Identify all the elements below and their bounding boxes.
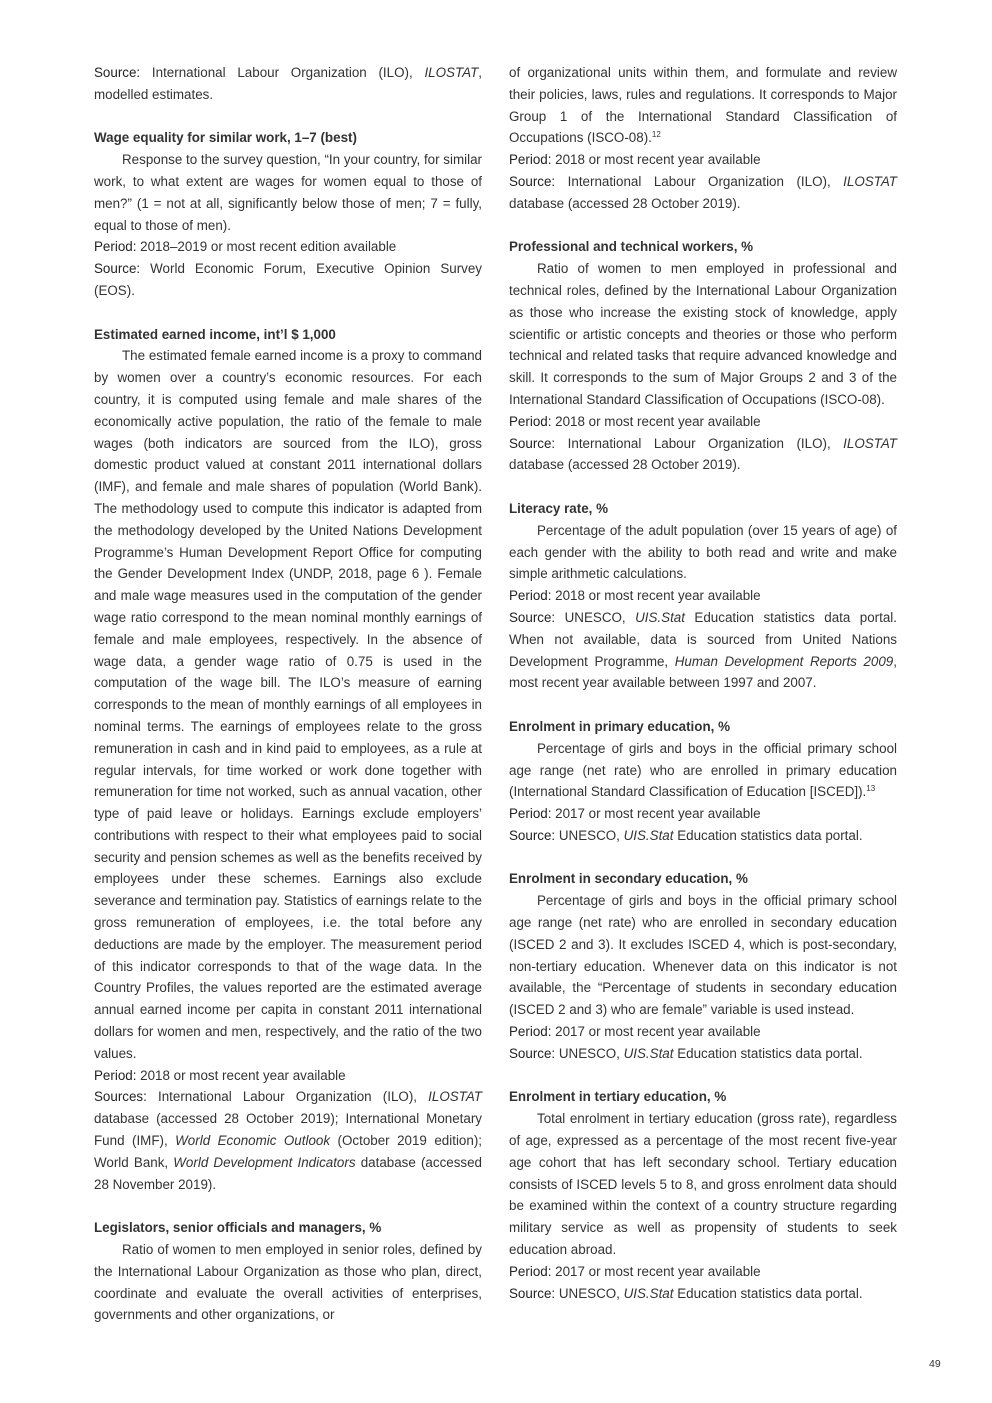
professional-period: Period: 2018 or most recent year available: [509, 413, 761, 429]
professional-title: Professional and technical workers, %: [509, 239, 754, 255]
professional-source: Source: International Labour Organization (ILO), ILOSTAT database (accessed 28 October 2019).: [509, 435, 897, 473]
wage-equality-body: Response to the survey question, “In your country, for similar work, to what extent are wages for women equal to those of men?” (1 = not at all, significantly below those of men; 7 = fully, equal to those of men).: [94, 152, 482, 233]
tertiary-title: Enrolment in tertiary education, %: [509, 1089, 727, 1105]
intro-source-line: Source: International Labour Organization (ILO), ILOSTAT, modelled estimates.: [94, 65, 482, 102]
tertiary-section: [509, 1086, 897, 1304]
secondary-period: Period: 2017 or most recent year available: [509, 1024, 761, 1040]
primary-source: Source: UNESCO, UIS.Stat Education statistics data portal.: [509, 827, 863, 843]
primary-body: Percentage of girls and boys in the official primary school age range (net rate) who are enrolled in primary education (International Standard Classification of Education [ISCED]).$^{13}$: [509, 740, 897, 800]
legislators-period: Period: 2018 or most recent year available: [509, 152, 761, 168]
wage-equality-period: Period: 2018–2019 or most recent edition available: [94, 239, 397, 255]
wage-equality-source: Source: World Economic Forum, Executive Opinion Survey (EOS).: [94, 261, 482, 298]
professional-body: Ratio of women to men employed in professional and technical roles, defined by the International Labour Organization as those who increase the existing stock of knowledge, apply scientific or artistic concepts and theories or those who perform technical and related tasks that require advanced knowledge and skill. It corresponds to the sum of Major Groups 2 and 3 of the International Standard Classification of Occupations (ISCO-08).: [509, 261, 897, 407]
footnote-ref: 12: [651, 130, 661, 140]
literacy-source: Source: UNESCO, UIS.Stat Education statistics data portal. When not available, data is sourced from United Nations Development Programme, Human Development Reports 2009, most recent year available between 1997 and 2007.: [509, 609, 897, 691]
literacy-section: [509, 498, 897, 694]
legislators-source: Source: International Labour Organization (ILO), ILOSTAT database (accessed 28 October 2019).: [509, 173, 897, 211]
earned-income-body: The estimated female earned income is a proxy to command by women over a country’s economic resources. For each country, it is computed using female and male shares of the economically active population, the ratio of the female to male wages (both indicators are sourced from the ILO), gross domestic product valued at constant 2011 international dollars (IMF), and female and male shares of population (World Bank). The methodology used to compute this indicator is adapted from the methodology developed by the United Nations Development Programme’s Human Development Report Office for computing the Gender Development Index (UNDP, 2018, page 6 ). Female and male wage measures used in the computation of the gender wage ratio correspond to the mean nominal monthly earnings of female and male employees, respectively. In the absence of wage data, a gender wage ratio of 0.75 is used in the computation of the wage bill. The ILO’s measure of earning corresponds to the mean of monthly earnings of all employees in nominal terms. The earnings of employees relate to the gross remuneration in cash and in kind paid to employees, as a rule at regular intervals, for time worked or work done together with remuneration for time not worked, such as annual vacation, other type of paid leave or holidays. Earnings exclude employers’ contributions with respect to their what employees paid to social security and pension schemes as well as the benefits received by employees under these schemes. Earnings also exclude severance and termination pay. Statistics of earnings relate to the gross remuneration of employees, i.e. the total before any deductions are made by the employer. The measurement period of this indicator corresponds to that of the wage data. In the Country Profiles, the values reported are the estimated average annual earned income per capita in constant 2011 international dollars for women and men, respectively, and the ratio of the two values.: [94, 348, 482, 1061]
professional-section: [509, 236, 897, 476]
secondary-section: [509, 868, 897, 1064]
legislators-body-cont: of organizational units within them, and formulate and review their policies, laws, rules and regulations. It corresponds to Major Group 1 of the International Standard Classification of Occupations (ISCO-08).$^{12}$: [509, 65, 897, 146]
literacy-title: Literacy rate, %: [509, 500, 608, 516]
secondary-body: Percentage of girls and boys in the official primary school age range (net rate) who are enrolled in secondary education (ISCED 2 and 3). It excludes ISCED 4, which is post-secondary, non-tertiary education. Whenever data on this indicator is not available, the “Percentage of students in secondary education (ISCED 2 and 3) who are female” variable is used instead.: [509, 893, 897, 1018]
page-number: 49: [929, 1358, 941, 1370]
tertiary-period: Period: 2017 or most recent year available: [509, 1263, 761, 1279]
wage-equality-section: [94, 127, 482, 301]
primary-section: [509, 716, 897, 847]
primary-period: Period: 2017 or most recent year available: [509, 806, 761, 822]
secondary-source: Source: UNESCO, UIS.Stat Education statistics data portal.: [509, 1045, 863, 1061]
earned-income-period: Period: 2018 or most recent year available: [94, 1067, 346, 1083]
earned-income-section: [94, 324, 482, 1196]
tertiary-source: Source: UNESCO, UIS.Stat Education statistics data portal.: [509, 1285, 863, 1301]
legislators-body: Ratio of women to men employed in senior roles, defined by the International Labour Organization as those who plan, direct, coordinate and evaluate the overall activities of enterprises, governments and other organizations, or: [94, 1242, 482, 1323]
earned-income-title: Estimated earned income, int’l $ 1,000: [94, 326, 336, 342]
legislators-continued: [509, 62, 897, 215]
legislators-title: Legislators, senior officials and managers, %: [94, 1220, 382, 1236]
secondary-title: Enrolment in secondary education, %: [509, 871, 748, 887]
legislators-section: [94, 1217, 482, 1326]
left-column: [94, 62, 482, 1326]
literacy-period: Period: 2018 or most recent year available: [509, 588, 761, 604]
literacy-body: Percentage of the adult population (over 15 years of age) of each gender with the ability to both read and write and make simple arithmetic calculations.: [509, 522, 897, 582]
tertiary-body: Total enrolment in tertiary education (gross rate), regardless of age, expressed as a percentage of the most recent five-year age cohort that has left secondary school. Tertiary education consists of ISCED levels 5 to 8, and gross enrolment data should be examined within the context of a country structure regarding military service as well as propensity of students to seek education abroad.: [509, 1111, 897, 1258]
footnote-ref: 13: [866, 784, 876, 794]
right-column: [509, 62, 897, 1304]
earned-income-sources: Sources: International Labour Organization (ILO), ILOSTAT database (accessed 28 October 2019); International Monetary Fund (IMF), World Economic Outlook (October 2019 edition); World Bank, World Development Indicators database (accessed 28 November 2019).: [94, 1089, 482, 1192]
primary-title: Enrolment in primary education, %: [509, 718, 730, 734]
wage-equality-title: Wage equality for similar work, 1–7 (best): [94, 130, 357, 146]
source-label: Source:: [94, 65, 141, 80]
